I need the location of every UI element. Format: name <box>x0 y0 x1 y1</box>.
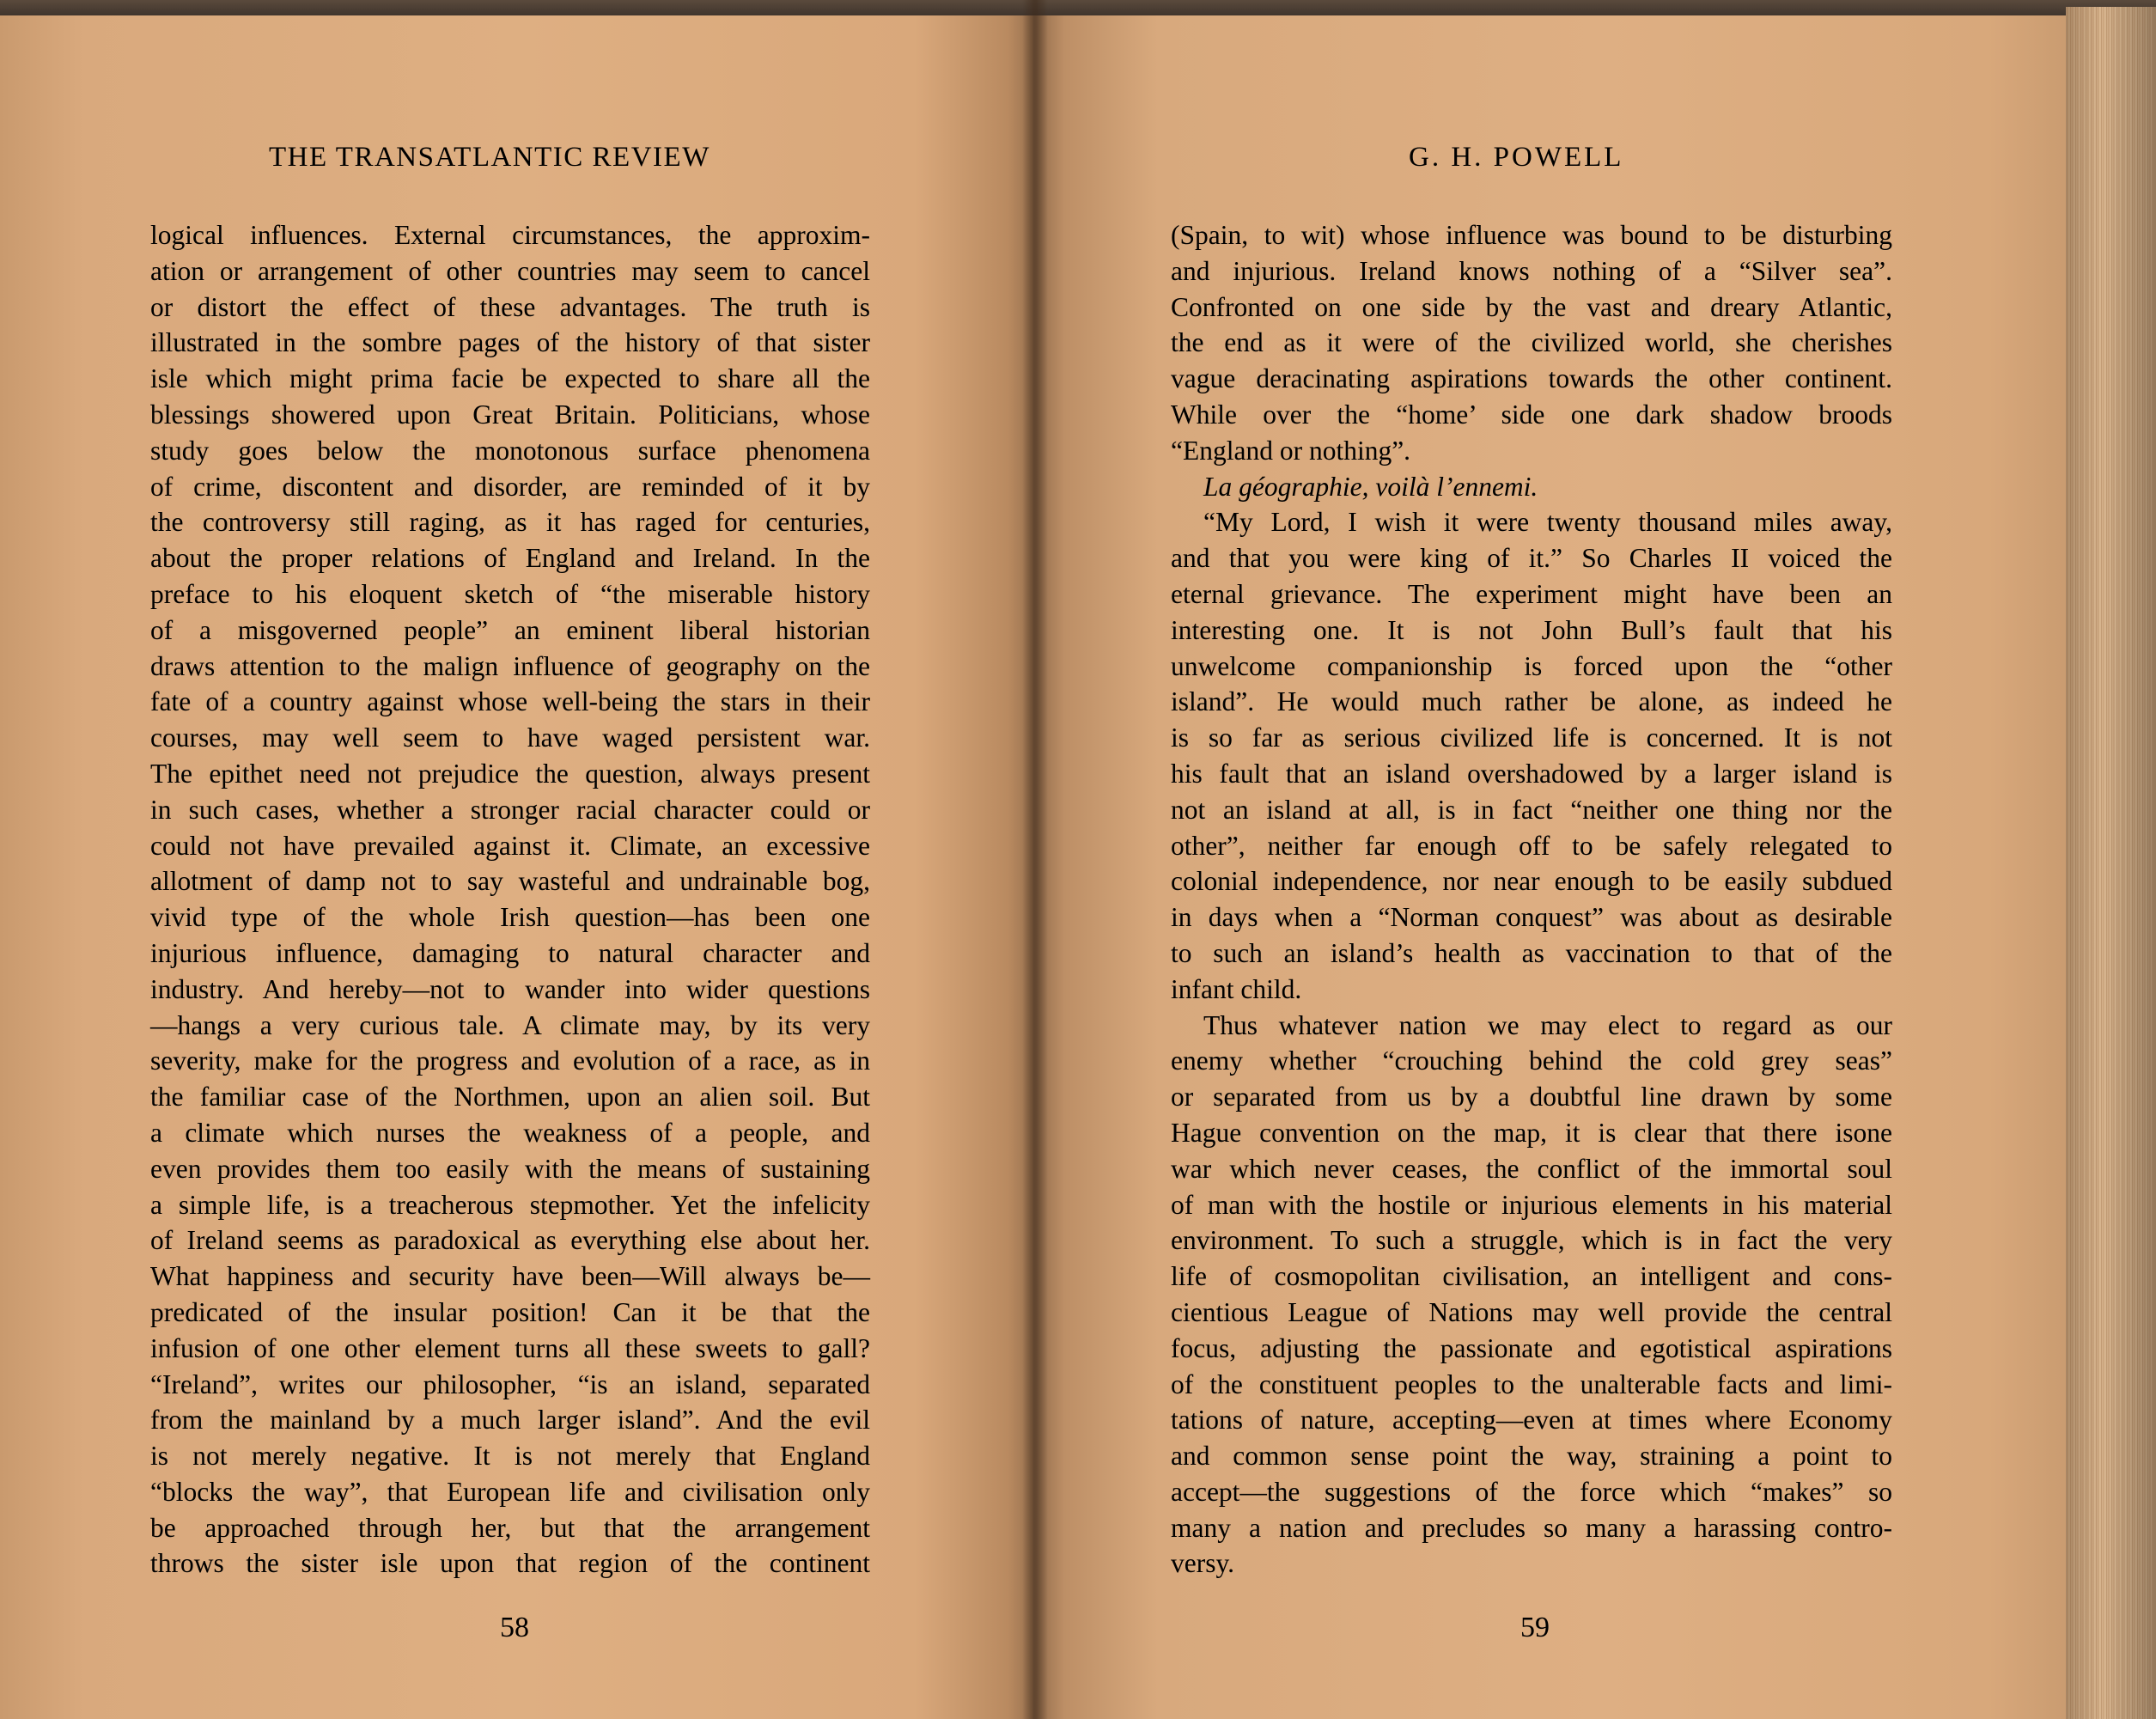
text-line: in days when a “Norman conquest” was about as desirable <box>1171 902 1892 933</box>
right-body-text <box>1171 217 1892 1582</box>
text-line: life of cosmopolitan civilisation, an intelligent and cons- <box>1171 1261 1892 1292</box>
text-line: unwelcome companionship is forced upon the “other <box>1171 650 1892 681</box>
text-line: interesting one. It is not John Bull’s fault that his <box>1171 614 1892 645</box>
text-line: or distort the effect of these advantages. The truth is <box>150 291 870 322</box>
text-line: island”. He would much rather be alone, as indeed he <box>1171 686 1892 717</box>
book-gutter <box>1022 0 1048 1719</box>
text-line: of the constituent peoples to the unalterable facts and limi- <box>1171 1368 1892 1399</box>
text-line: —hangs a very curious tale. A climate may, by its very <box>150 1009 870 1040</box>
text-line: the familiar case of the Northmen, upon an alien soil. But <box>150 1082 870 1112</box>
text-line: blessings showered upon Great Britain. Politicians, whose <box>150 399 870 430</box>
text-line: infusion of one other element turns all these sweets to gall? <box>150 1332 870 1363</box>
text-line: injurious influence, damaging to natural character and <box>150 937 870 968</box>
text-line: tations of nature, accepting—even at times where Economy <box>1171 1405 1892 1436</box>
text-line: or separated from us by a doubtful line drawn by some <box>1171 1082 1892 1112</box>
text-line: throws the sister isle upon that region of the continent <box>150 1548 870 1579</box>
text-line: (Spain, to wit) whose influence was bound to be disturbing <box>1171 220 1892 250</box>
text-line: Hague convention on the map, it is clear that there isone <box>1171 1117 1892 1148</box>
text-line: enemy whether “crouching behind the cold grey seas” <box>1171 1045 1892 1076</box>
text-line: from the mainland by a much larger island”. And the evil <box>150 1405 870 1436</box>
text-line: could not have prevailed against it. Climate, an excessive <box>150 830 870 861</box>
text-line-italic <box>1171 469 1892 505</box>
text-line: colonial independence, nor near enough to be easily subdued <box>1171 866 1892 897</box>
text-line: eternal grievance. The experiment might have been an <box>1171 578 1892 609</box>
text-line: The epithet need not prejudice the question, always present <box>150 758 870 789</box>
text-line: of Ireland seems as paradoxical as everything else about her. <box>150 1225 870 1256</box>
text-line: and that you were king of it.” So Charles II voiced the <box>1171 543 1892 574</box>
text-line: and common sense point the way, straining a point to <box>1171 1441 1892 1472</box>
text-line: fate of a country against whose well-being the stars in their <box>150 686 870 717</box>
text-line: his fault that an island overshadowed by a larger island is <box>1171 758 1892 789</box>
text-line: a climate which nurses the weakness of a people, and <box>150 1117 870 1148</box>
text-line: many a nation and precludes so many a harassing contro- <box>1171 1512 1892 1543</box>
text-line: logical influences. External circumstances, the approxim- <box>150 220 870 250</box>
text-line: not an island at all, is in fact “neither one thing nor the <box>1171 794 1892 825</box>
text-line: allotment of damp not to say wasteful and undrainable bog, <box>150 866 870 897</box>
left-page-number: 58 <box>500 1612 529 1643</box>
text-line: in such cases, whether a stronger racial character could or <box>150 794 870 825</box>
text-line: “My Lord, I wish it were twenty thousand miles away, <box>1203 507 1892 538</box>
text-line: is so far as serious civilized life is concerned. It is not <box>1171 722 1892 753</box>
text-line: the controversy still raging, as it has raged for centuries, <box>150 507 870 538</box>
text-line: infant child. <box>1171 973 1302 1004</box>
page-edges-shade <box>2066 7 2156 1719</box>
text-line: isle which might prima facie be expected to share all the <box>150 363 870 394</box>
text-line: draws attention to the malign influence of geography on the <box>150 650 870 681</box>
text-line: courses, may well seem to have waged persistent war. <box>150 722 870 753</box>
text-line: predicated of the insular position! Can it be that the <box>150 1296 870 1327</box>
text-line: to such an island’s health as vaccination to that of the <box>1171 937 1892 968</box>
text-line: “England or nothing”. <box>1171 435 1411 466</box>
text-line: While over the “home’ side one dark shadow broods <box>1171 399 1892 430</box>
text-line: a simple life, is a treacherous stepmother. Yet the infelicity <box>150 1189 870 1220</box>
right-page-number: 59 <box>1520 1612 1550 1643</box>
text-line: of crime, discontent and disorder, are reminded of it by <box>150 471 870 502</box>
text-line: accept—the suggestions of the force which “makes” so <box>1171 1476 1892 1507</box>
text-line: “blocks the way”, that European life and civilisation only <box>150 1476 870 1507</box>
text-line: preface to his eloquent sketch of “the miserable history <box>150 578 870 609</box>
text-line: and injurious. Ireland knows nothing of a “Silver sea”. <box>1171 255 1892 286</box>
text-line: the end as it were of the civilized world, she cherishes <box>1171 327 1892 358</box>
text-line: severity, make for the progress and evolution of a race, as in <box>150 1045 870 1076</box>
text-line: of man with the hostile or injurious elements in his material <box>1171 1189 1892 1220</box>
text-line: ation or arrangement of other countries may seem to cancel <box>150 255 870 286</box>
text-line: industry. And hereby—not to wander into wider questions <box>150 973 870 1004</box>
text-line: vivid type of the whole Irish question—has been one <box>150 902 870 933</box>
text-line: about the proper relations of England and Ireland. In the <box>150 543 870 574</box>
italic-epigraph: La géographie, voilà l’ennemi. <box>1203 471 1538 502</box>
text-line: illustrated in the sombre pages of the history of that sister <box>150 327 870 358</box>
right-running-head: G. H. POWELL <box>1409 142 1624 173</box>
text-line: other”, neither far enough off to be safely relegated to <box>1171 830 1892 861</box>
text-line: study goes below the monotonous surface phenomena <box>150 435 870 466</box>
text-line: Thus whatever nation we may elect to regard as our <box>1203 1009 1892 1040</box>
text-line: cientious League of Nations may well provide the central <box>1171 1296 1892 1327</box>
text-line: Confronted on one side by the vast and dreary Atlantic, <box>1171 291 1892 322</box>
text-line: be approached through her, but that the arrangement <box>150 1512 870 1543</box>
text-line: vague deracinating aspirations towards the other continent. <box>1171 363 1892 394</box>
text-line: What happiness and security have been—Will always be— <box>150 1261 870 1292</box>
text-line: of a misgoverned people” an eminent liberal historian <box>150 614 870 645</box>
text-line: is not merely negative. It is not merely that England <box>150 1441 870 1472</box>
left-running-head: THE TRANSATLANTIC REVIEW <box>269 142 710 173</box>
left-body-text <box>150 217 870 1582</box>
text-line: versy. <box>1171 1548 1235 1579</box>
text-line: even provides them too easily with the means of sustaining <box>150 1153 870 1184</box>
text-line: focus, adjusting the passionate and egotistical aspirations <box>1171 1332 1892 1363</box>
text-line: environment. To such a struggle, which is in fact the very <box>1171 1225 1892 1256</box>
text-line: war which never ceases, the conflict of the immortal soul <box>1171 1153 1892 1184</box>
text-line: “Ireland”, writes our philosopher, “is an island, separated <box>150 1368 870 1399</box>
